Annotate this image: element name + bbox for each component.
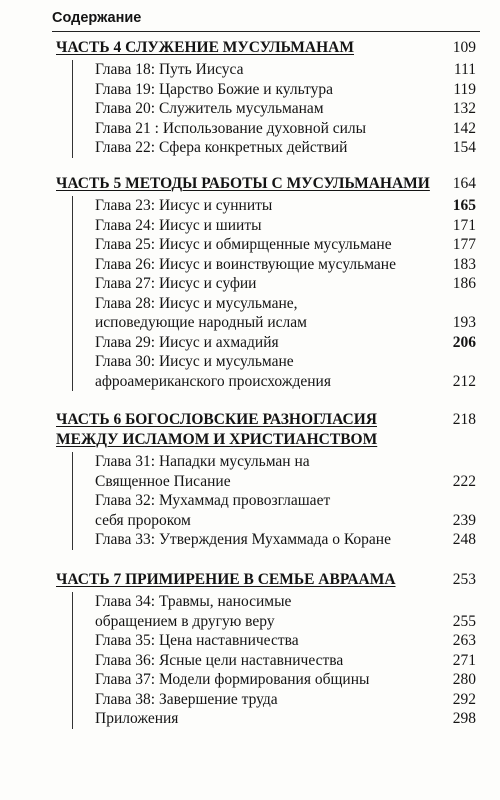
chapter-row: [95, 709, 476, 729]
chapter-row: [95, 138, 476, 158]
chapter-title: Глава 28: Иисус и мусульмане,: [95, 294, 298, 312]
chapter-page-number: 171: [452, 216, 476, 234]
chapter-row: [95, 651, 476, 671]
chapter-row: [95, 255, 476, 275]
chapter-row-continued: [95, 372, 476, 392]
chapter-row: [95, 196, 476, 216]
chapter-title: Глава 34: Травмы, наносимые: [95, 593, 292, 610]
part-7: [56, 570, 476, 729]
chapter-title: Глава 27: Иисус и суфии: [95, 275, 257, 292]
chapter-row: [95, 631, 476, 651]
part-title: ЧАСТЬ 5 МЕТОДЫ РАБОТЫ С МУСУЛЬМАНАМИ: [56, 175, 430, 192]
chapter-page-number: 206: [452, 333, 476, 351]
chapter-row-continued: [95, 472, 476, 492]
part-page-number: 218: [452, 411, 476, 428]
chapter-title: Глава 36: Ясные цели наставничества: [95, 651, 344, 669]
chapter-title: Глава 35: Цена наставничества: [95, 632, 299, 649]
chapter-title: Глава 20: Служитель мусульманам: [95, 100, 324, 117]
chapter-row: [95, 119, 476, 139]
chapter-title: Глава 30: Иисус и мусульмане: [95, 353, 294, 370]
chapter-page-number: 111: [453, 61, 476, 78]
chapter-page-number: 263: [452, 632, 476, 649]
chapter-page-number: 177: [452, 236, 476, 253]
chapter-title: Глава 23: Иисус и сунниты: [95, 197, 273, 214]
chapter-page-number: 222: [452, 472, 476, 490]
chapter-page-number: 165: [452, 197, 476, 214]
chapter-title: Глава 18: Путь Иисуса: [95, 61, 244, 78]
chapter-title: Приложения: [95, 710, 179, 727]
chapter-row: [95, 690, 476, 710]
chapter-row: [95, 530, 476, 550]
chapter-row: [95, 235, 476, 255]
chapter-title: Глава 24: Иисус и шииты: [95, 216, 262, 234]
chapter-title: Глава 26: Иисус и воинствующие мусульмане: [95, 255, 396, 273]
chapter-title: Глава 19: Царство Божие и культура: [95, 80, 334, 98]
chapter-row: [95, 670, 476, 690]
chapter-title: Глава 31: Нападки мусульман на: [95, 453, 310, 470]
chapter-page-number: 119: [453, 80, 476, 98]
part-6: [56, 410, 476, 550]
chapter-page-number: 298: [452, 710, 476, 727]
page-header: Содержание: [52, 10, 142, 26]
part-title-line2: МЕЖДУ ИСЛАМОМ И ХРИСТИАНСТВОМ: [56, 431, 378, 448]
chapter-row: [95, 60, 476, 80]
chapter-page-number: 154: [452, 139, 476, 156]
chapter-title: Глава 25: Иисус и обмирщенные мусульмане: [95, 236, 392, 253]
chapter-page-number: 239: [452, 511, 476, 529]
chapter-title: Глава 29: Иисус и ахмадийя: [95, 333, 279, 351]
chapter-page-number: 142: [452, 119, 476, 137]
chapter-title: Глава 33: Утверждения Мухаммада о Коране: [95, 531, 391, 548]
chapter-page-number: 183: [452, 255, 476, 273]
chapter-row-continued: [95, 511, 476, 531]
chapter-title: Глава 37: Модели формирования общины: [95, 671, 370, 688]
chapter-row: [95, 491, 476, 511]
chapter-row: [95, 452, 476, 472]
chapter-page-number: 132: [452, 100, 476, 117]
chapter-row-continued: [95, 313, 476, 333]
chapter-title: Глава 21 : Использование духовной силы: [95, 119, 367, 137]
chapter-row: [95, 216, 476, 236]
chapter-page-number: 271: [452, 651, 476, 669]
chapter-page-number: 280: [452, 671, 476, 688]
chapter-title: Глава 22: Сфера конкретных действий: [95, 139, 348, 156]
chapter-row-continued: [95, 612, 476, 632]
chapter-row: [95, 99, 476, 119]
chapter-row: [95, 274, 476, 294]
part-page-number: 164: [452, 175, 476, 192]
chapter-page-number: 212: [452, 372, 476, 390]
chapter-title: Глава 38: Завершение труда: [95, 690, 278, 708]
chapter-title-line2: исповедующие народный ислам: [95, 314, 307, 331]
chapter-page-number: 248: [452, 531, 476, 548]
chapter-row: [95, 80, 476, 100]
chapter-page-number: 193: [452, 314, 476, 331]
part-5: [56, 174, 476, 391]
part-title: ЧАСТЬ 6 БОГОСЛОВСКИЕ РАЗНОГЛАСИЯ: [56, 411, 377, 428]
chapter-page-number: 255: [452, 612, 476, 630]
chapter-row: [95, 352, 476, 372]
chapter-row: [95, 294, 476, 314]
chapter-row: [95, 592, 476, 612]
part-title: ЧАСТЬ 4 СЛУЖЕНИЕ МУСУЛЬМАНАМ: [56, 39, 355, 56]
chapter-title-line2: Священное Писание: [95, 472, 231, 490]
chapter-row: [95, 333, 476, 353]
part-4: [56, 38, 476, 158]
chapter-title-line2: обращением в другую веру: [95, 612, 275, 630]
part-title: ЧАСТЬ 7 ПРИМИРЕНИЕ В СЕМЬЕ АВРААМА: [56, 571, 396, 588]
header-rule: [52, 31, 480, 32]
part-page-number: 109: [452, 39, 476, 56]
chapter-page-number: 292: [452, 690, 476, 708]
part-page-number: 253: [452, 571, 476, 588]
chapter-title-line2: афроамериканского происхождения: [95, 372, 331, 390]
chapter-page-number: 186: [452, 275, 476, 292]
chapter-title: Глава 32: Мухаммад провозглашает: [95, 492, 331, 509]
chapter-title-line2: себя пророком: [95, 511, 191, 529]
